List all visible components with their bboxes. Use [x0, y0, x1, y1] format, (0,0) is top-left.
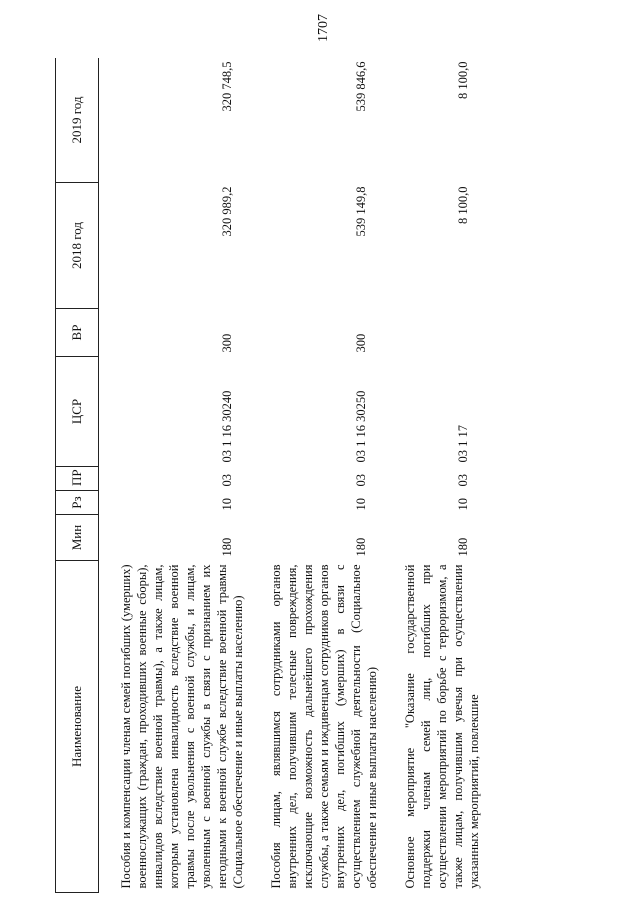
page-number: 1707 — [316, 14, 331, 42]
row-pr: 03 — [354, 474, 368, 487]
table-header — [56, 58, 99, 893]
row-pr: 03 — [456, 474, 470, 487]
row-rz: 10 — [220, 498, 234, 511]
row-csr: 03 1 16 30240 — [220, 390, 234, 463]
header-csr: ЦСР — [56, 357, 99, 467]
row-min: 180 — [354, 537, 368, 557]
row-name: Основное мероприятие "Оказание государственной поддержки членам семей лиц, погибших при осуществлении мероприятий по борьбе с терроризмом, а также лицам, получившим увечья при осуществлении указанных мероприятий, повлекшие — [403, 564, 481, 889]
row-2018: 539 149,8 — [354, 186, 368, 237]
row-name: Пособия лицам, являвшимся сотрудниками органов внутренних дел, получившим телесные повреждения, исключающие возможность дальнейшего прохождения службы, а также семьям и иждивенцам сотрудников органов внутренних дел, погибших (умерших) в связи с осуществлением служебной деятельности (Социальное обеспечение и иные выплаты населению) — [269, 564, 379, 889]
row-rz: 10 — [354, 498, 368, 511]
header-2019: 2019 год — [56, 58, 99, 183]
header-min: Мин — [56, 515, 99, 561]
header-rz: Рз — [56, 491, 99, 515]
table-landscape — [55, 58, 585, 893]
header-pr: ПР — [56, 467, 99, 491]
row-vr — [399, 309, 485, 357]
table-row — [399, 58, 485, 893]
row-2019: 539 846,6 — [354, 61, 368, 112]
row-name: Пособия и компенсации членам семей погибших (умерших) военнослужащих (граждан, проходивших военные сборы), инвалидов вследствие военной травмы), а также лицам, которым установлена инвалидность вследствие военной травмы после увольнения с военной службы, и лицам, уволенным с военной службы в связи с признанием их негодными к военной службе вследствие военной травмы (Социальное обеспечение и иные выплаты населению) — [119, 564, 245, 889]
rotated-page — [55, 58, 585, 893]
row-min: 180 — [456, 537, 470, 557]
budget-table — [55, 58, 485, 893]
table-row — [115, 58, 249, 893]
row-min: 180 — [220, 537, 234, 557]
row-csr: 03 1 17 — [456, 425, 470, 463]
row-2018: 320 989,2 — [220, 186, 234, 237]
row-2018: 8 100,0 — [456, 186, 470, 224]
row-2019: 8 100,0 — [456, 61, 470, 99]
row-rz: 10 — [456, 498, 470, 511]
row-2019: 320 748,5 — [220, 61, 234, 112]
table-row — [265, 58, 383, 893]
header-2018: 2018 год — [56, 183, 99, 309]
row-vr: 300 — [220, 333, 234, 353]
row-csr: 03 1 16 30250 — [354, 390, 368, 463]
header-name: Наименование — [56, 561, 99, 893]
row-pr: 03 — [220, 474, 234, 487]
row-vr: 300 — [354, 333, 368, 353]
header-vr: ВР — [56, 309, 99, 357]
